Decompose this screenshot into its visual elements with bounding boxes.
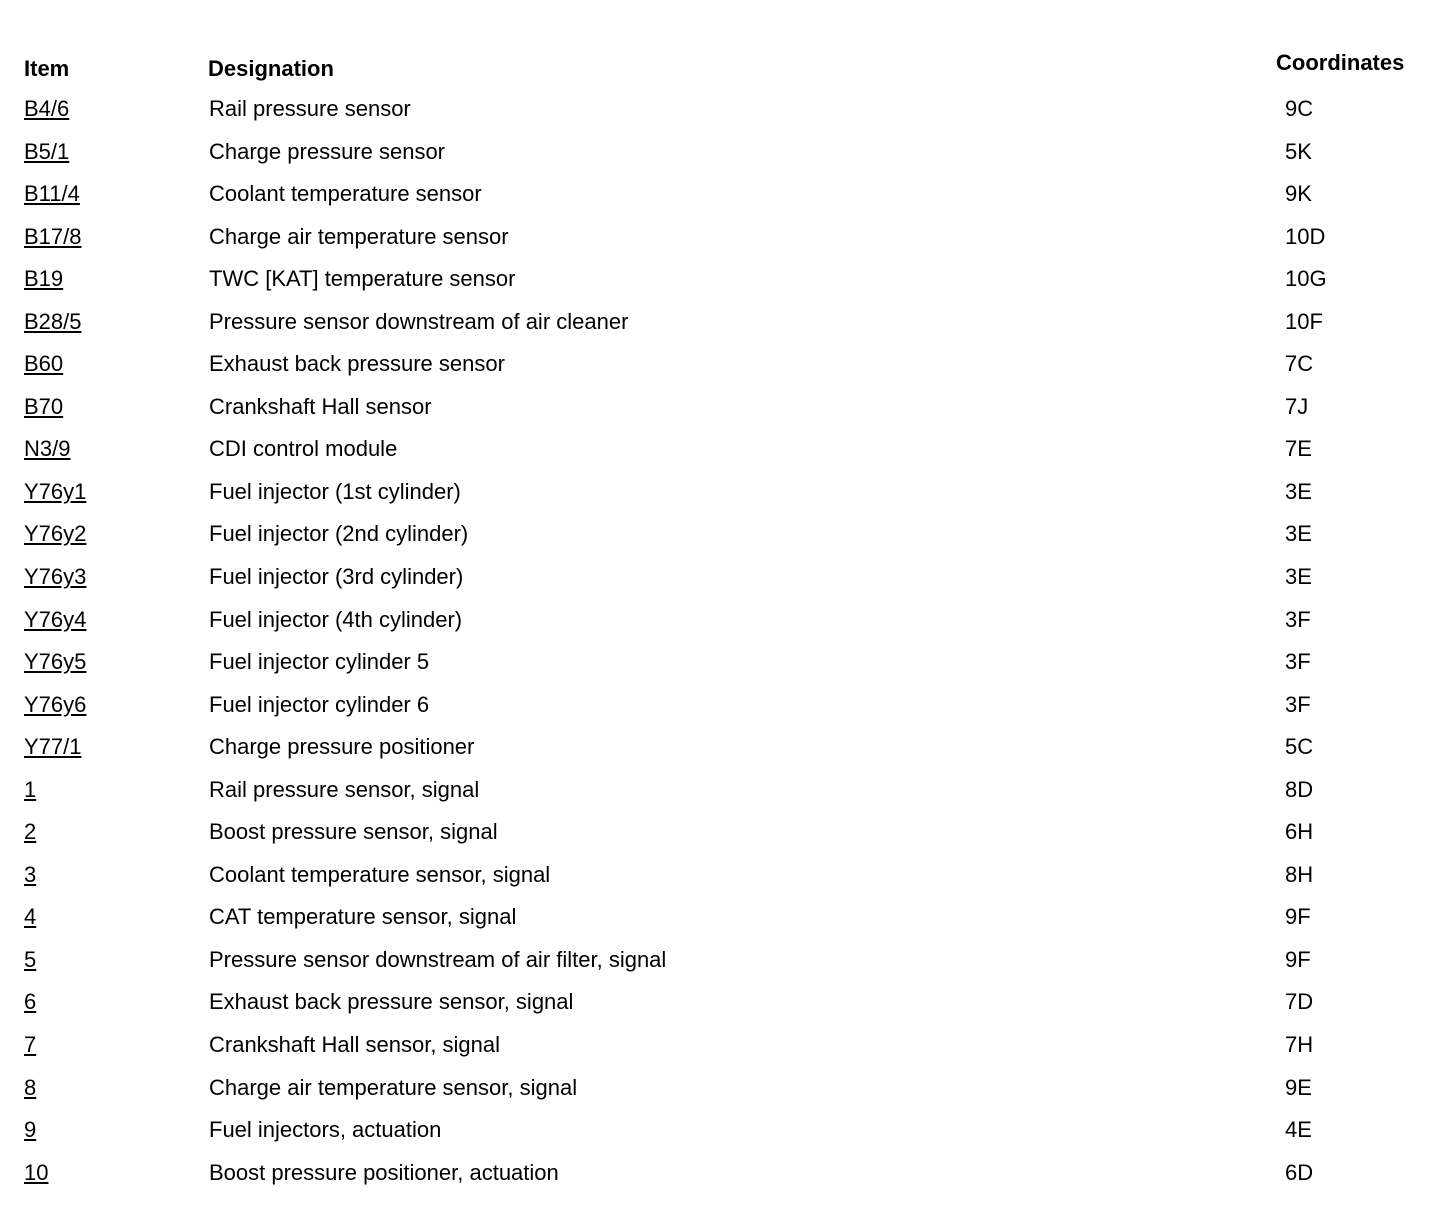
- table-row: [0, 769, 1456, 812]
- coordinates-text: 3F: [1285, 691, 1311, 717]
- header-item: Item: [24, 56, 70, 81]
- table-row: [0, 896, 1456, 939]
- coordinates-text: 3E: [1285, 564, 1312, 590]
- coordinates-text: 3E: [1285, 521, 1312, 547]
- table-row: [0, 726, 1456, 769]
- item-link[interactable]: B17/8: [24, 223, 82, 249]
- item-link[interactable]: 2: [24, 819, 37, 845]
- designation-text: Fuel injector (2nd cylinder): [209, 521, 469, 547]
- item-link[interactable]: Y76y4: [24, 606, 87, 632]
- table-row: [0, 599, 1456, 642]
- coordinates-text: 7H: [1285, 1032, 1314, 1058]
- coordinates-text: 9K: [1285, 181, 1312, 207]
- item-link[interactable]: 5: [24, 946, 37, 972]
- item-link[interactable]: Y76y1: [24, 478, 87, 504]
- designation-text: Fuel injector cylinder 5: [209, 649, 430, 675]
- table-row: [0, 811, 1456, 854]
- coordinates-text: 7J: [1285, 393, 1309, 419]
- designation-text: Coolant temperature sensor, signal: [209, 861, 551, 887]
- table-row: [0, 88, 1456, 131]
- designation-text: Rail pressure sensor: [209, 96, 411, 121]
- designation-text: Boost pressure sensor, signal: [209, 819, 498, 845]
- item-link[interactable]: B5/1: [24, 138, 70, 164]
- item-link[interactable]: 1: [24, 776, 37, 802]
- table-row: [0, 173, 1456, 216]
- designation-text: CDI control module: [209, 436, 398, 462]
- table-row: [0, 1067, 1456, 1110]
- coordinates-text: 3F: [1285, 606, 1311, 632]
- item-link[interactable]: B60: [24, 351, 64, 377]
- designation-text: Charge pressure positioner: [209, 734, 475, 760]
- table-row: [0, 556, 1456, 599]
- designation-text: CAT temperature sensor, signal: [209, 904, 517, 930]
- item-link[interactable]: B4/6: [24, 96, 70, 121]
- designation-text: Crankshaft Hall sensor: [209, 393, 432, 419]
- table-row: [0, 131, 1456, 174]
- coordinates-text: 5K: [1285, 138, 1312, 164]
- table-body: [0, 88, 1456, 1194]
- designation-text: Crankshaft Hall sensor, signal: [209, 1032, 501, 1058]
- table-row: [0, 471, 1456, 514]
- table-row: [0, 1109, 1456, 1152]
- header-designation: Designation: [208, 56, 334, 81]
- designation-text: Exhaust back pressure sensor: [209, 351, 505, 377]
- table-row: [0, 854, 1456, 897]
- item-link[interactable]: 3: [24, 861, 37, 887]
- item-link[interactable]: Y76y3: [24, 564, 87, 590]
- table-header: [0, 0, 1456, 90]
- item-link[interactable]: Y76y2: [24, 521, 87, 547]
- table-row: [0, 386, 1456, 429]
- designation-text: Charge pressure sensor: [209, 138, 446, 164]
- coordinates-text: 7E: [1285, 436, 1312, 462]
- designation-text: Fuel injector cylinder 6: [209, 691, 430, 717]
- item-link[interactable]: 8: [24, 1074, 37, 1100]
- item-link[interactable]: B70: [24, 393, 64, 419]
- designation-text: TWC [KAT] temperature sensor: [209, 266, 516, 292]
- coordinates-text: 6H: [1285, 819, 1314, 845]
- coordinates-text: 9E: [1285, 1074, 1312, 1100]
- coordinates-text: 3E: [1285, 478, 1312, 504]
- coordinates-text: 4E: [1285, 1117, 1312, 1143]
- coordinates-text: 3F: [1285, 649, 1311, 675]
- table-row: [0, 343, 1456, 386]
- coordinates-text: 8H: [1285, 861, 1314, 887]
- table-row: [0, 258, 1456, 301]
- item-link[interactable]: 6: [24, 989, 37, 1015]
- header-coordinates: Coordinates: [1276, 50, 1405, 75]
- coordinates-text: 10G: [1285, 266, 1327, 292]
- coordinates-text: 5C: [1285, 734, 1314, 760]
- table-row: [0, 428, 1456, 471]
- item-link[interactable]: 4: [24, 904, 37, 930]
- designation-text: Pressure sensor downstream of air cleaner: [209, 308, 629, 334]
- coordinates-text: 7D: [1285, 989, 1314, 1015]
- table-row: [0, 1152, 1456, 1195]
- item-link[interactable]: Y77/1: [24, 734, 82, 760]
- coordinates-text: 9F: [1285, 946, 1311, 972]
- designation-text: Fuel injectors, actuation: [209, 1117, 442, 1143]
- table-row: [0, 301, 1456, 344]
- designation-text: Fuel injector (4th cylinder): [209, 606, 463, 632]
- table-row: [0, 981, 1456, 1024]
- coordinates-text: 7C: [1285, 351, 1314, 377]
- item-link[interactable]: B19: [24, 266, 64, 292]
- coordinates-text: 9C: [1285, 96, 1314, 121]
- designation-text: Fuel injector (3rd cylinder): [209, 564, 464, 590]
- item-link[interactable]: Y76y6: [24, 691, 87, 717]
- table-row: [0, 216, 1456, 259]
- item-link[interactable]: B11/4: [24, 181, 80, 207]
- designation-text: Exhaust back pressure sensor, signal: [209, 989, 574, 1015]
- item-link[interactable]: 9: [24, 1117, 37, 1143]
- coordinates-text: 10D: [1285, 223, 1326, 249]
- designation-text: Charge air temperature sensor: [209, 223, 509, 249]
- designation-text: Fuel injector (1st cylinder): [209, 478, 461, 504]
- table-row: [0, 939, 1456, 982]
- coordinates-text: 6D: [1285, 1159, 1314, 1185]
- coordinates-text: 10F: [1285, 308, 1323, 334]
- table-row: [0, 641, 1456, 684]
- item-link[interactable]: 10: [24, 1159, 49, 1185]
- table-row: [0, 684, 1456, 727]
- table-row: [0, 1024, 1456, 1067]
- item-link[interactable]: 7: [24, 1032, 37, 1058]
- item-link[interactable]: N3/9: [24, 436, 71, 462]
- designation-text: Pressure sensor downstream of air filter, signal: [209, 946, 667, 972]
- coordinates-text: 9F: [1285, 904, 1311, 930]
- designation-text: Charge air temperature sensor, signal: [209, 1074, 578, 1100]
- designation-text: Rail pressure sensor, signal: [209, 776, 480, 802]
- item-link[interactable]: B28/5: [24, 308, 82, 334]
- designation-text: Coolant temperature sensor: [209, 181, 482, 207]
- coordinates-text: 8D: [1285, 776, 1314, 802]
- designation-text: Boost pressure positioner, actuation: [209, 1159, 559, 1185]
- item-link[interactable]: Y76y5: [24, 649, 87, 675]
- table-row: [0, 513, 1456, 556]
